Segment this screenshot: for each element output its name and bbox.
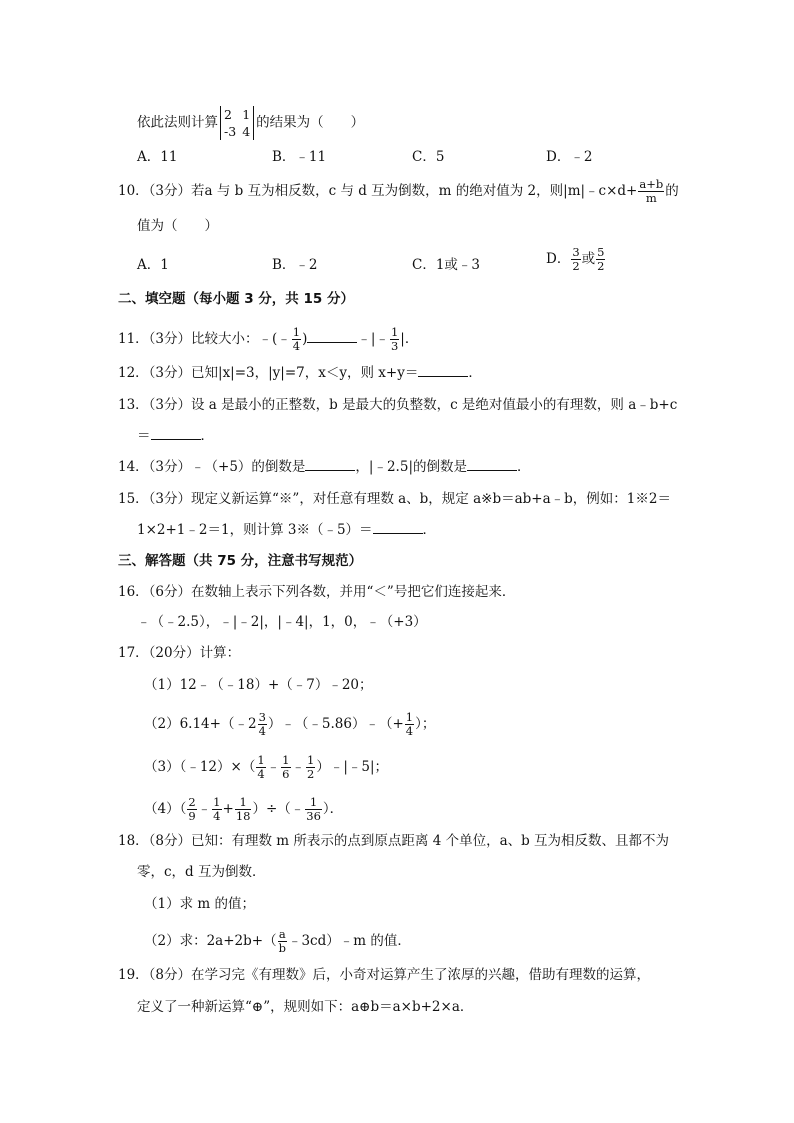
q19-stem-line2: 定义了一种新运算“⊕”，规则如下：a⊕b＝a×b+2×a． [137, 999, 474, 1015]
answer-blank[interactable] [467, 458, 517, 471]
q11-stem: 11．（3分）比较大小：﹣(﹣ $\frac{1}{4}$ ) ﹣|﹣ $\frac{1}{3}$ |． [118, 325, 419, 353]
q18-stem-line2: 零，c，d 互为倒数． [137, 864, 266, 880]
q10-option-c[interactable]: C．1或﹣3 [412, 257, 481, 273]
q17-title: 17．（20分）计算： [118, 645, 241, 661]
q14-stem: 14．（3分）﹣（+5）的倒数是 ，|﹣2.5|的倒数是 ． [118, 459, 531, 475]
q9-option-c[interactable]: C．5 [412, 149, 445, 165]
answer-blank[interactable] [418, 364, 468, 377]
q19-stem: 19．（8分）在学习完《有理数》后，小奇对运算产生了浓厚的兴趣，借助有理数的运算， [118, 967, 651, 983]
q17-part2: （2）6.14+（﹣2 $\frac{3}{4}$ ）﹣（﹣5.86）﹣（+ $\frac{1}{4}$ ）； [144, 710, 436, 738]
fraction: $\frac{1}{4}$ [257, 753, 265, 781]
fraction: $\frac{3}{4}$ [258, 710, 266, 738]
determinant: 2 1 -3 4 [220, 106, 254, 140]
q9-option-b[interactable]: B．﹣11 [272, 149, 327, 165]
fraction: $\frac{a+b}{m}$ [639, 177, 664, 205]
fraction: $\frac{1}{4}$ [405, 710, 414, 738]
q9-stem: 依此法则计算 2 1 -3 4 的结果为（ ） [137, 107, 365, 139]
q10-option-a[interactable]: A．1 [137, 257, 169, 273]
q12-stem: 12．（3分）已知|x|=3，|y|=7，x＜y，则 x+y＝ ． [118, 365, 482, 381]
fraction: $\frac{1}{36}$ [306, 795, 321, 823]
section-heading-solve: 三、解答题（共 75 分，注意书写规范） [118, 553, 363, 569]
fraction: $\frac{1}{18}$ [235, 795, 251, 823]
q17-part3: （3）（﹣12）×（ $\frac{1}{4}$ ﹣ $\frac{1}{6}$ ﹣ $\frac{1}{2}$ ）﹣|﹣5|； [144, 753, 389, 781]
q10-option-b[interactable]: B．﹣2 [272, 257, 318, 273]
section-heading-fill-in: 二、填空题（每小题 3 分，共 15 分） [118, 291, 354, 307]
q13-stem-line2: ＝ ． [137, 428, 214, 444]
fraction: $\frac{3}{2}$ [572, 245, 580, 273]
q10-stem: 10．（3分）若a 与 b 互为相反数，c 与 d 互为倒数，m 的绝对值为 2，则|m|﹣c×d+ $\frac{a+b}{m}$ 的 [118, 177, 679, 205]
fraction: $\frac{1}{6}$ [282, 753, 290, 781]
q16-stem: 16．（6分）在数轴上表示下列各数，并用“＜”号把它们连接起来． [118, 584, 516, 600]
q10-option-d[interactable]: D． $\frac{3}{2}$ 或 $\frac{5}{2}$ [546, 245, 605, 273]
fraction: $\frac{5}{2}$ [597, 245, 605, 273]
answer-blank[interactable] [373, 521, 423, 534]
fraction: $\frac{1}{2}$ [307, 753, 315, 781]
q9-option-d[interactable]: D．﹣2 [546, 149, 593, 165]
q17-part1: （1）12﹣（﹣18）+（﹣7）﹣20； [144, 677, 373, 693]
answer-blank[interactable] [307, 330, 357, 343]
fraction: $\frac{a}{b}$ [278, 927, 286, 955]
fraction: $\frac{1}{3}$ [390, 325, 399, 353]
q10-stem-line2: 值为（ ） [137, 218, 218, 234]
q9-option-a[interactable]: A．11 [137, 149, 178, 165]
q15-stem: 15．（3分）现定义新运算“※”，对任意有理数 a、b，规定 a※b＝ab+a﹣b，例如：1※2＝ [118, 491, 671, 507]
q16-numbers: ﹣（﹣2.5），﹣|﹣2|，|﹣4|，1，0，﹣（+3） [137, 614, 427, 630]
q18-part2: （2）求：2a+2b+（ $\frac{a}{b}$ ﹣3cd）﹣m 的值． [144, 927, 411, 955]
q13-stem: 13．（3分）设 a 是最小的正整数，b 是最大的负整数，c 是绝对值最小的有理数，则 a﹣b+c [118, 397, 678, 413]
q17-part4: （4）（ $\frac{2}{9}$ ﹣ $\frac{1}{4}$ + $\frac{1}{18}$ ）÷（﹣ $\frac{1}{36}$ ）． [144, 795, 344, 823]
answer-blank[interactable] [305, 458, 355, 471]
q18-part1: （1）求 m 的值； [144, 896, 255, 912]
q15-stem-line2: 1×2+1﹣2＝1，则计算 3※（﹣5）＝ ． [137, 522, 437, 538]
fraction: $\frac{1}{4}$ [213, 795, 221, 823]
q18-stem: 18．（8分）已知：有理数 m 所表示的点到原点距离 4 个单位，a、b 互为相反数、且都不为 [118, 833, 670, 849]
fraction: $\frac{1}{4}$ [292, 325, 301, 353]
answer-blank[interactable] [151, 427, 201, 440]
fraction: $\frac{2}{9}$ [188, 795, 196, 823]
